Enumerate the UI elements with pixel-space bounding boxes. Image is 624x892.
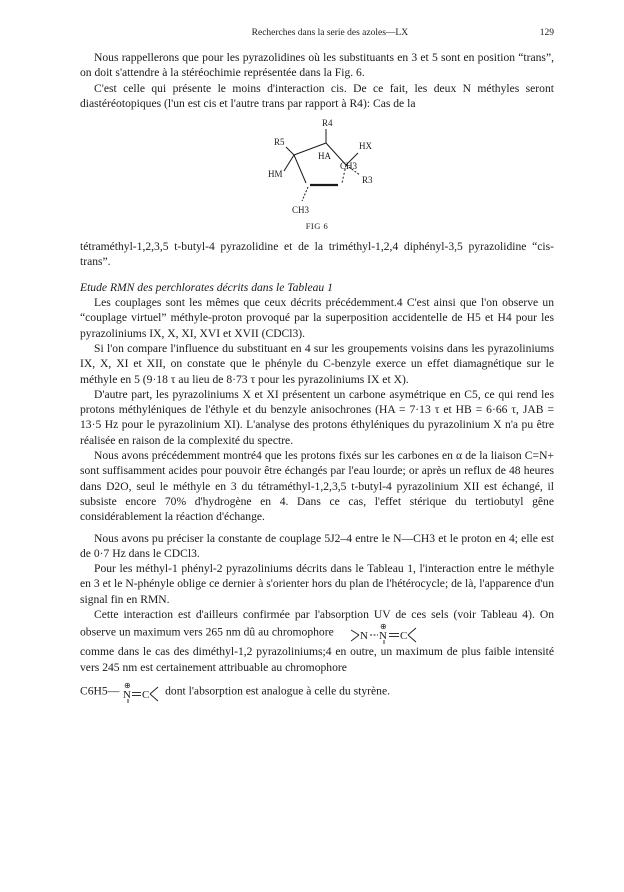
section-heading: Etude RMN des perchlorates décrits dans le Tableau 1 (80, 280, 333, 294)
paragraph-7: Nous avons précédemment montré4 que les protons fixés sur les carbones en α de la liaison C=N+ sont suffisamment acides pour pouvoir être échangés par l'eau lourde; or après un reflux de 48 heures dans D2O, seul le méthyle en 3 du tétraméthyl-1,2,3,5 t-butyl-4 pyrazolinium XII est échangé, il subsiste encore 70% d'hydrogène en 4. Dans ce cas, l'effet stérique du tertiobutyl gêne considérablement la réaction d'échange. (80, 449, 554, 524)
chromophore-n: N (123, 688, 132, 701)
chromophore-n2: N (378, 630, 387, 643)
paragraph-10-part-a: Cette interaction est d'ailleurs confirmée par l'absorption UV de ces sels (voir Tableau 4). On observe un maximum vers 265 nm dû au chromophore (80, 608, 554, 639)
styrene-suffix: dont l'absorption est analogue à celle du styrène. (165, 684, 390, 698)
label-hm: HM (268, 169, 283, 180)
chromophore-n-c (122, 681, 162, 703)
paragraph-2: C'est celle qui présente le moins d'interaction cis. De ce fait, les deux N méthyles seront diastéréotopiques (l'un est cis et l'autre trans par rapport à R4): Cas de la (80, 81, 554, 110)
chromophore-charge: ⊕ (379, 622, 387, 632)
bond-c5-r5 (286, 147, 294, 155)
chromophore-n-charge: ⊕ (124, 680, 131, 690)
chromophore-c2: C (142, 688, 150, 701)
bond-n1-ch3 (302, 187, 308, 201)
chromophore-n1: N (359, 630, 368, 643)
pyrazolidine-structure (256, 117, 386, 217)
chromophore-nn-c (337, 622, 429, 644)
paragraph-10-part-b: comme dans le cas des diméthyl-1,2 pyrazoliniums;4 en outre, un maximum de plus faible intensité vers 245 nm est certainement attribuable au chromophore (80, 645, 554, 674)
label-r5: R5 (274, 137, 285, 148)
label-hx: HX (359, 141, 372, 152)
page (80, 28, 554, 703)
page-number: 129 (539, 28, 554, 38)
bond-c5-hm (284, 155, 294, 171)
label-r3: R3 (362, 175, 373, 186)
figure-caption: FIG 6 (305, 221, 329, 232)
chromophore-c: C (399, 630, 407, 643)
label-ch3-bottom: CH3 (292, 205, 310, 216)
label-r4: R4 (322, 118, 333, 129)
running-title: Recherches dans la serie des azoles—LX (251, 28, 409, 38)
paragraph-5: Si l'on compare l'influence du substituant en 4 sur les groupements voisins dans les pyrazoliniums IX, X, XI et XII, on constate que le phényle du C-benzyle exerce un effet diamagnétique sur le méthyle en 5 (9·18 τ au lieu de 8·73 τ pour les pyrazoliniums IX et X). (80, 341, 554, 386)
paragraph-10 (80, 607, 554, 644)
paragraph-4: Les couplages sont les mêmes que ceux décrits précédemment.4 C'est ainsi que l'on observe un “couplage virtuel” méthyle-proton provoqué par la superposition accidentelle de H5 et H4 pour les pyrazoliniums IX, X, XI, XVI et XVII (CDCl3). (80, 296, 554, 340)
running-header (80, 28, 554, 38)
bond-c5-n1 (294, 155, 306, 183)
paragraph-1: Nous rappellerons que pour les pyrazolidines où les substituants en 3 et 5 sont en position “trans”, on doit s'attendre à la stéréochimie représentée dans la Fig. 6. (80, 51, 554, 80)
paragraph-9: Pour les méthyl-1 phényl-2 pyrazoliniums décrits dans le Tableau 1, l'interaction entre le méthyle en 3 et le N-phényle oblige ce dernier à s'orienter hors du plan de l'hétérocycle; de là, l'apparence d'un signal fin en RMN. (80, 562, 554, 606)
styrene-prefix: C6H5— (80, 684, 120, 698)
paragraph-6: D'autre part, les pyrazoliniums X et XI présentent un carbone asymétrique en C5, ce qui rend les protons méthyléniques de l'éthyle et du benzyle anisochrones (HA = 7·13 τ et HB = 6·66 τ, JAB = 13·5 Hz pour le pyrazolinium XI). L'analyse des protons éthyléniques du pyrazolinium X n'a pu être réalisée en raison de la complexité du spectre. (80, 387, 554, 447)
paragraph-8: Nous avons pu préciser la constante de couplage 5J2–4 entre le N—CH3 et le proton en 4; elle est de 0·7 Hz dans le CDCl3. (80, 531, 554, 560)
label-ha: HA (318, 151, 331, 162)
label-ch3-right: CH3 (340, 161, 358, 172)
paragraph-10-part-c (80, 681, 554, 703)
paragraph-3: tétraméthyl-1,2,3,5 t-butyl-4 pyrazolidine et de la triméthyl-1,2,4 diphényl-3,5 pyrazolidine “cis-trans”. (80, 240, 554, 269)
figure-6 (80, 117, 554, 219)
